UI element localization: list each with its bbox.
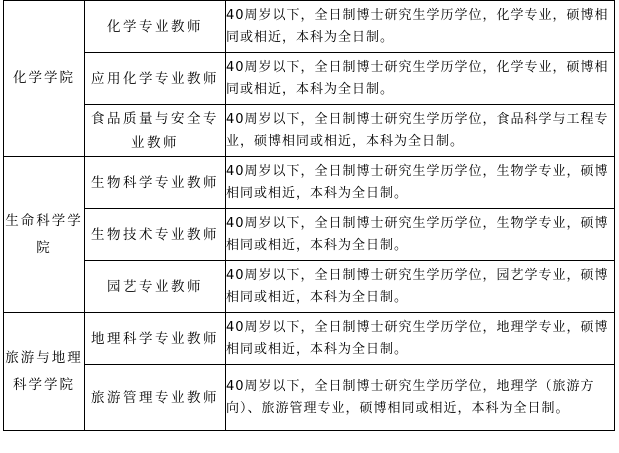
table-row — [4, 365, 615, 431]
requirement-cell: 40周岁以下，全日制博士研究生学历学位，化学专业，硕博相同或相近，本科为全日制。 — [226, 1, 615, 53]
position-cell: 生物科学专业教师 — [85, 157, 226, 209]
requirement-cell: 40周岁以下，全日制博士研究生学历学位，生物学专业，硕博相同或相近，本科为全日制。 — [226, 157, 615, 209]
requirement-cell: 40周岁以下，全日制博士研究生学历学位，地理学（旅游方向）、旅游管理专业，硕博相同或相近，本科为全日制。 — [226, 365, 615, 431]
position-cell: 地理科学专业教师 — [85, 313, 226, 365]
table-row — [4, 209, 615, 261]
requirement-cell: 40周岁以下，全日制博士研究生学历学位，生物学专业，硕博相同或相近，本科为全日制。 — [226, 209, 615, 261]
table-row — [4, 53, 615, 105]
requirement-cell: 40周岁以下，全日制博士研究生学历学位，化学专业，硕博相同或相近，本科为全日制。 — [226, 53, 615, 105]
requirement-cell: 40周岁以下，全日制博士研究生学历学位，园艺学专业，硕博相同或相近，本科为全日制。 — [226, 261, 615, 313]
table-row — [4, 105, 615, 157]
table-row — [4, 313, 615, 365]
table-row — [4, 1, 615, 53]
position-cell: 应用化学专业教师 — [85, 53, 226, 105]
position-cell: 园艺专业教师 — [85, 261, 226, 313]
requirement-cell: 40周岁以下，全日制博士研究生学历学位，食品科学与工程专业，硕博相同或相近，本科为全日制。 — [226, 105, 615, 157]
recruitment-table — [3, 0, 615, 431]
position-cell: 旅游管理专业教师 — [85, 365, 226, 431]
requirement-cell: 40周岁以下，全日制博士研究生学历学位，地理学专业，硕博相同或相近，本科为全日制。 — [226, 313, 615, 365]
position-cell: 食品质量与安全专业教师 — [85, 105, 226, 157]
table-row — [4, 261, 615, 313]
college-cell: 旅游与地理科学学院 — [4, 313, 85, 431]
college-cell: 化学学院 — [4, 1, 85, 157]
college-cell: 生命科学学院 — [4, 157, 85, 313]
position-cell: 生物技术专业教师 — [85, 209, 226, 261]
position-cell: 化学专业教师 — [85, 1, 226, 53]
table-row — [4, 157, 615, 209]
